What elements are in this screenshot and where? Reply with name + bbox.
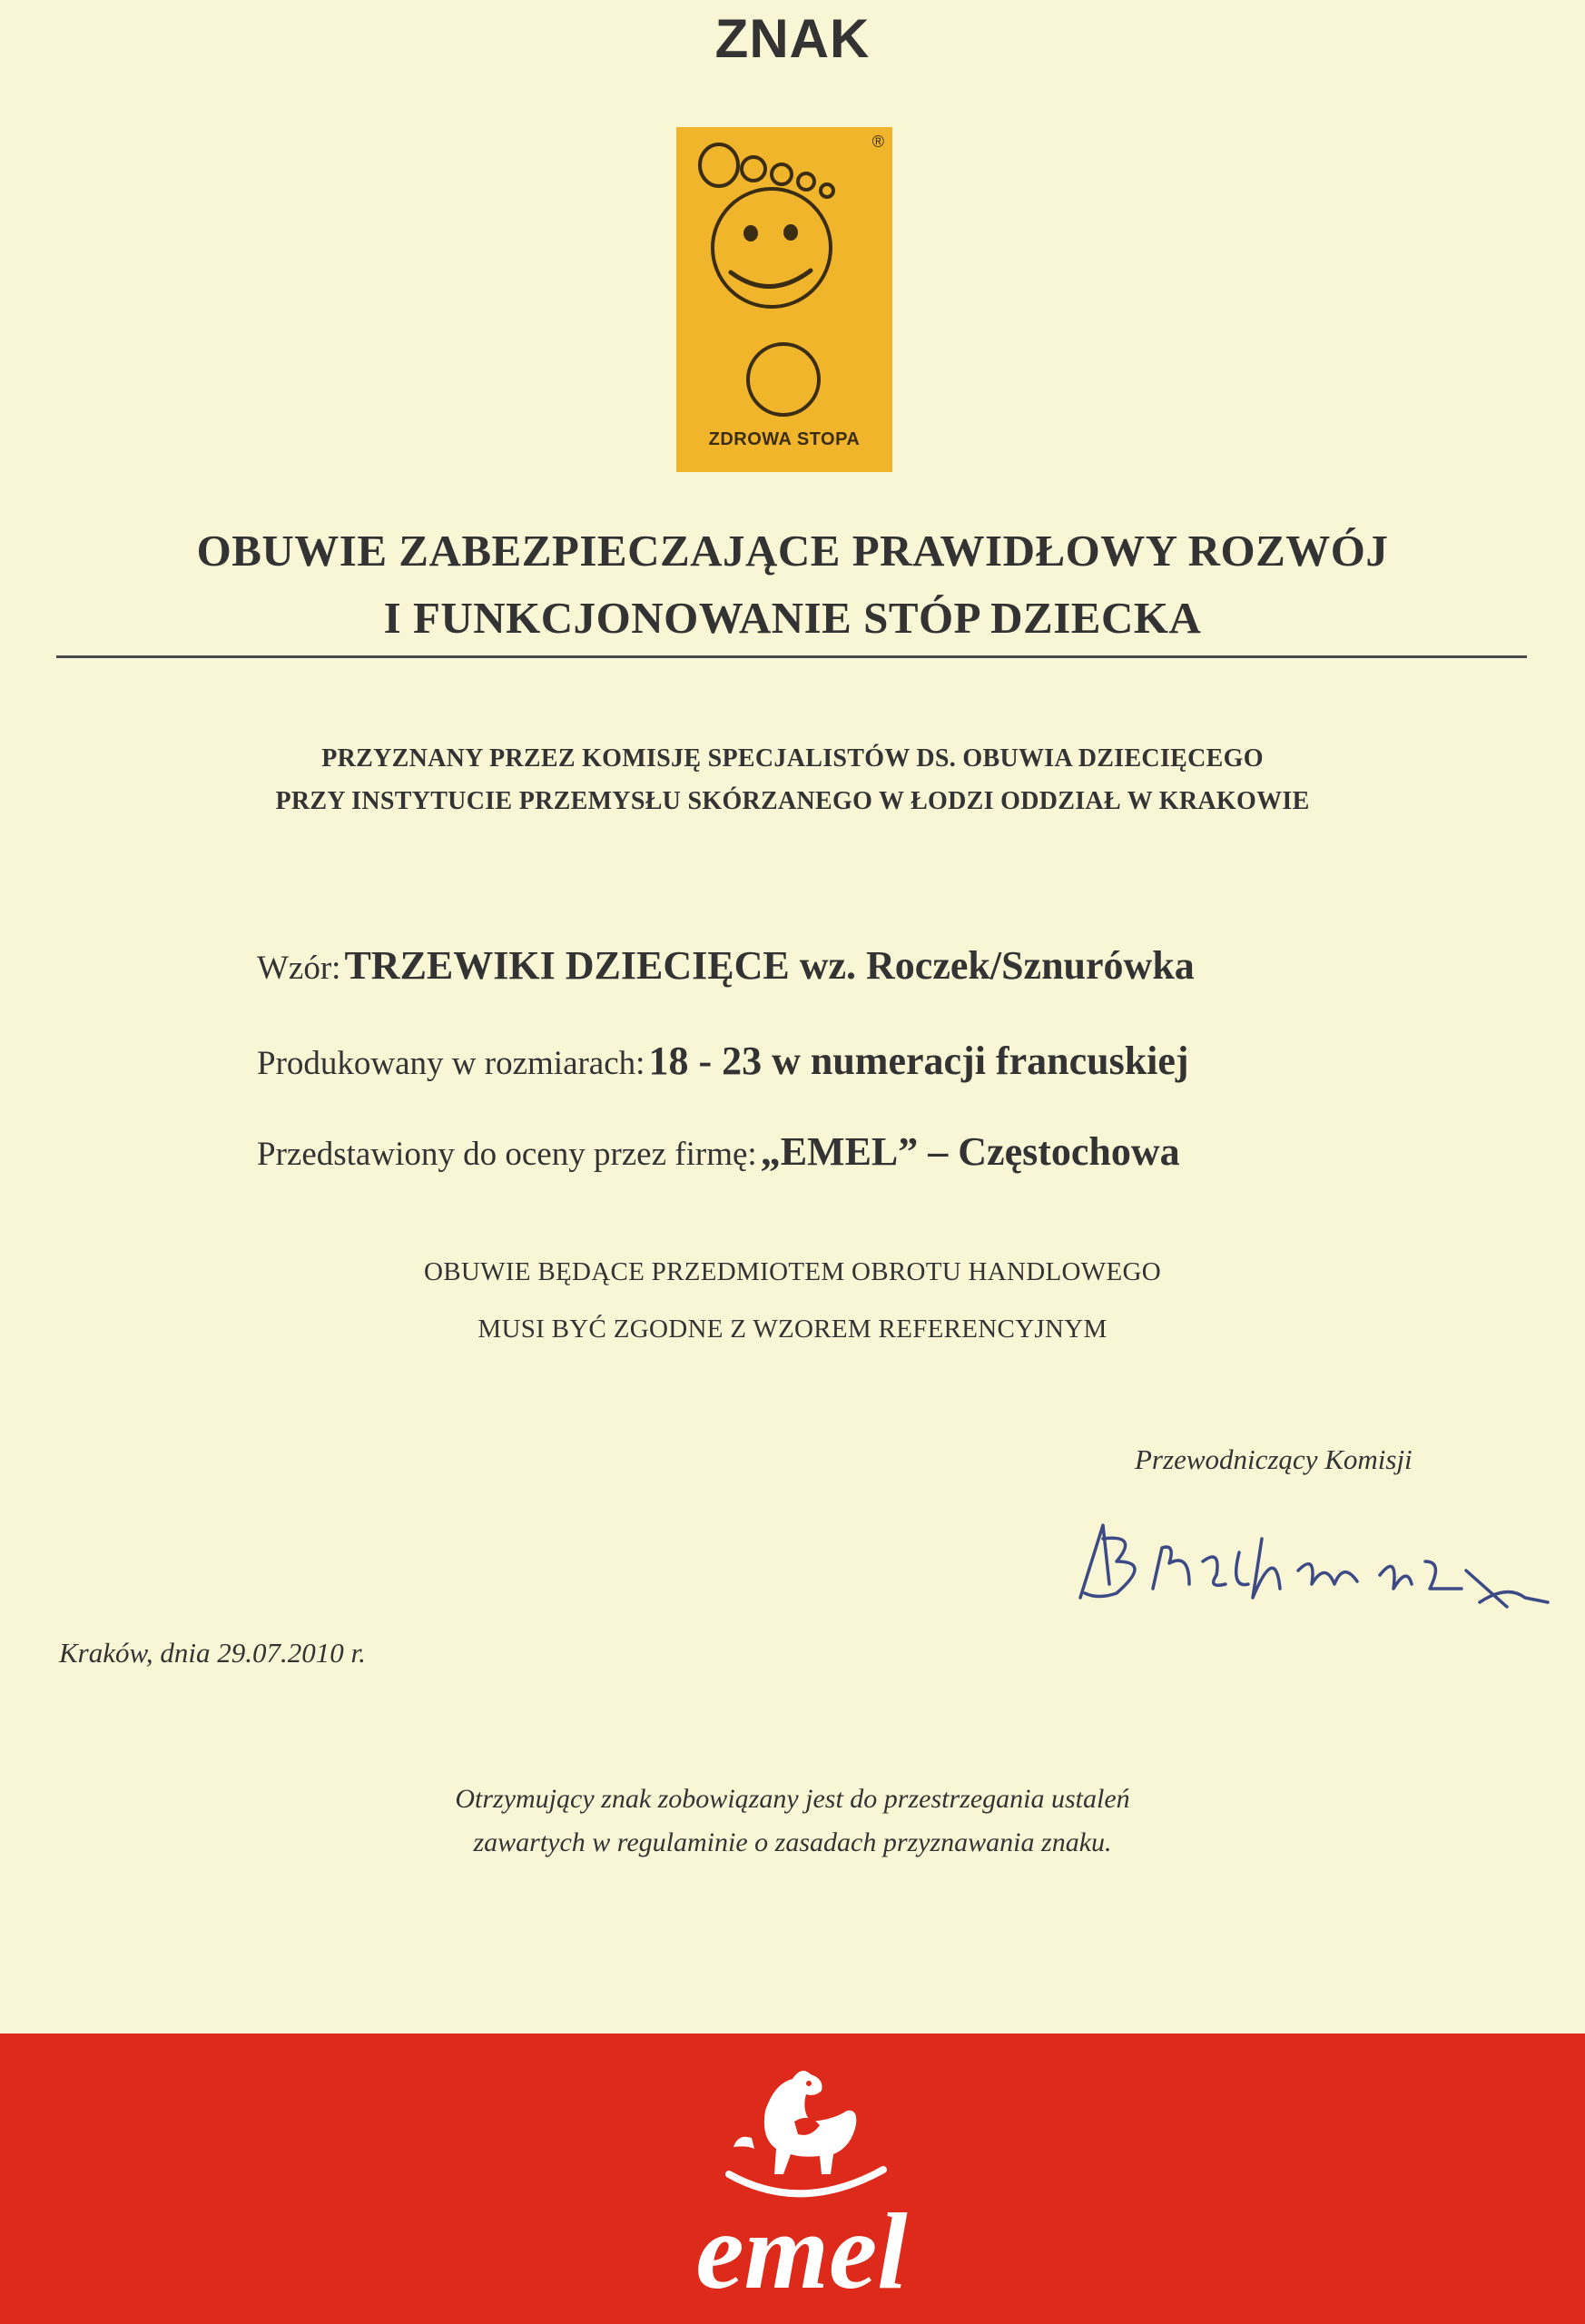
emel-brand-logo <box>665 2047 938 2310</box>
field-sizes-label: Produkowany w rozmiarach: <box>257 1045 645 1082</box>
registered-mark: ® <box>871 133 884 151</box>
certificate-title-line-2: I FUNKCJONOWANIE STÓP DZIECKA <box>383 593 1202 643</box>
notice-line-1: OBUWIE BĘDĄCE PRZEDMIOTEM OBROTU HANDLOWEGO <box>424 1257 1161 1286</box>
title-divider <box>56 655 1527 658</box>
certificate-title-line-1: OBUWIE ZABEZPIECZAJĄCE PRAWIDŁOWY ROZWÓJ <box>196 526 1389 576</box>
zdrowa-stopa-logo <box>676 127 892 472</box>
field-company <box>257 1128 1180 1175</box>
field-sizes <box>257 1038 1189 1084</box>
subtitle-line-1: PRZYZNANY PRZEZ KOMISJĘ SPECJALISTÓW DS. OBUWIA DZIECIĘCEGO <box>321 744 1264 773</box>
field-sizes-value: 18 - 23 w numeracji francuskiej <box>648 1039 1189 1083</box>
field-model <box>257 942 1195 989</box>
footnote-line-2: zawartych w regulaminie o zasadach przyznawania znaku. <box>473 1827 1112 1857</box>
healthy-foot-smiley-icon <box>676 127 892 427</box>
chairman-role: Przewodniczący Komisji <box>1135 1443 1413 1475</box>
subtitle-line-2: PRZY INSTYTUCIE PRZEMYSŁU SKÓRZANEGO W ŁODZI ODDZIAŁ W KRAKOWIE <box>275 787 1310 815</box>
field-company-value: „EMEL” – Częstochowa <box>760 1129 1180 1174</box>
field-company-label: Przedstawiony do oceny przez firmę: <box>257 1136 757 1173</box>
footnote-line-1: Otrzymujący znak zobowiązany jest do przestrzegania ustaleń <box>455 1784 1130 1814</box>
notice-line-2: MUSI BYĆ ZGODNE Z WZOREM REFERENCYJNYM <box>477 1315 1108 1344</box>
logo-caption: ZDROWA STOPA <box>708 429 861 449</box>
header-label: ZNAK <box>714 8 871 69</box>
field-model-label: Wzór: <box>257 950 341 987</box>
issue-date: Kraków, dnia 29.07.2010 r. <box>59 1637 366 1669</box>
brand-name: emel <box>695 2191 908 2310</box>
field-model-value: TRZEWIKI DZIECIĘCE wz. Roczek/Sznurówka <box>344 943 1195 988</box>
handwritten-signature <box>1053 1498 1561 1634</box>
